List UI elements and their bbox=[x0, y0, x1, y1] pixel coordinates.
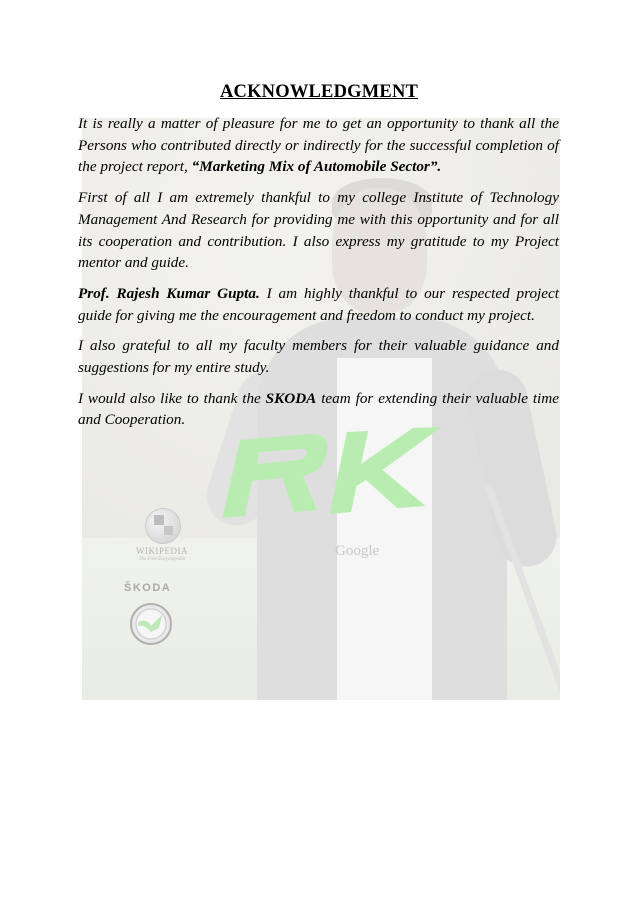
company-name: SKODA bbox=[265, 389, 317, 407]
paragraph-5 bbox=[78, 388, 559, 431]
skoda-arrow-icon bbox=[129, 602, 173, 646]
acknowledgment-body bbox=[78, 113, 559, 440]
paragraph-5-after: team for extending their valuable time and Cooperation. bbox=[78, 389, 559, 429]
skoda-wordmark: ŠKODA bbox=[124, 582, 172, 594]
paragraph-4: I also grateful to all my faculty members for their valuable guidance and suggestions for my entire study. bbox=[78, 337, 559, 377]
paragraph-3-text: I am highly thankful to our respected project guide for giving me the encouragement and freedom to conduct my project. bbox=[78, 284, 559, 324]
wikipedia-tagline: The Free Encyclopedia bbox=[138, 557, 186, 562]
project-title: “Marketing Mix of Automobile Sector”. bbox=[191, 158, 442, 176]
wikipedia-logo bbox=[127, 508, 197, 568]
paragraph-1-text: It is really a matter of pleasure for me to get an opportunity to thank all the Persons who contributed directly or indirectly for the successful completion of the project report, bbox=[78, 115, 559, 176]
page-title: ACKNOWLEDGMENT bbox=[219, 82, 419, 102]
google-text-mark: Google bbox=[335, 543, 380, 559]
paragraph-1 bbox=[78, 113, 559, 178]
guide-name: Prof. Rajesh Kumar Gupta. bbox=[78, 284, 260, 302]
wikipedia-wordmark: WIKIPEDIA bbox=[136, 546, 188, 556]
paragraph-3 bbox=[78, 283, 559, 326]
globe-icon bbox=[145, 508, 181, 544]
paragraph-2: First of all I am extremely thankful to my college Institute of Technology Management And Research for providing me with this opportunity and for all its cooperation and contribution. I also express my gratitude to my Project mentor and guide. bbox=[78, 189, 559, 272]
paragraph-5-before: I would also like to thank the bbox=[78, 389, 266, 407]
